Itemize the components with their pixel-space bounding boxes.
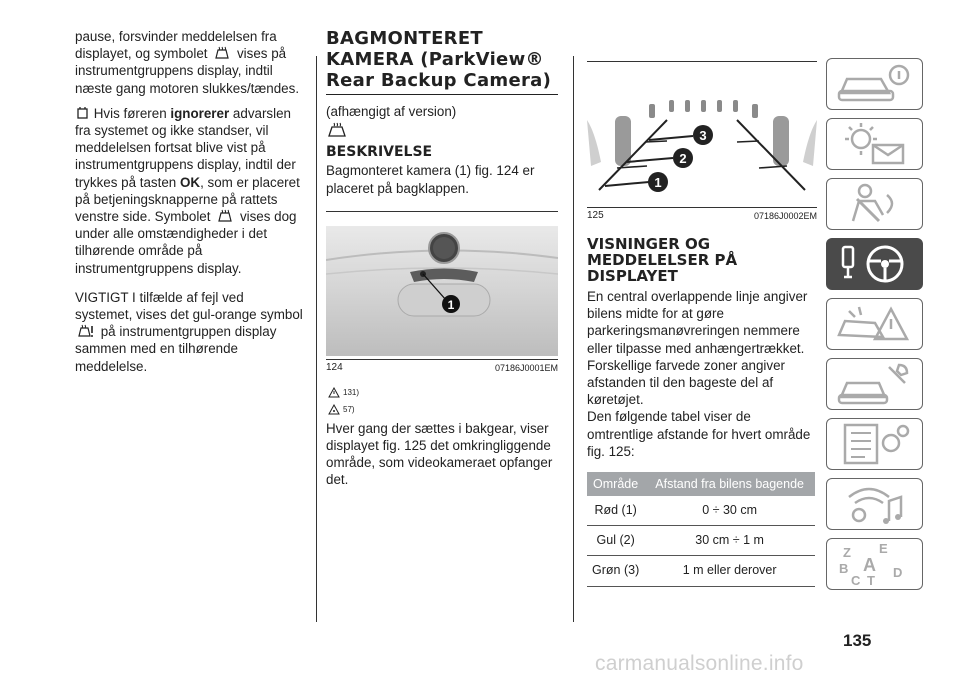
callout-3: 3: [699, 128, 707, 143]
paragraph-important-fault: VIGTIGT I tilfælde af fejl ved systemet, vises det gul-orange symbol på instrumentgruppen display sammen med en tilhørende meddelelse.: [75, 289, 303, 374]
description-text: Bagmonteret kamera (1) fig. 124 er placeret på bagklappen.: [326, 163, 535, 196]
table-row: Rød (1) 0 ÷ 30 cm: [587, 496, 815, 526]
caution-triangle-icon: [328, 404, 340, 415]
table-header-area: Område: [587, 472, 644, 496]
svg-text:B: B: [839, 561, 849, 576]
column-divider: [316, 56, 317, 622]
figure-124-caption: 124 07186J0001EM: [326, 361, 558, 373]
tab-safety[interactable]: [826, 178, 923, 230]
rear-camera-symbol-icon: [216, 209, 234, 223]
tab-warning-lights[interactable]: [826, 118, 923, 170]
car-info-icon: [835, 61, 915, 107]
svg-text:D: D: [893, 565, 903, 580]
warning-lights-icon: [835, 121, 915, 167]
svg-text:A: A: [863, 555, 876, 575]
tailgate-camera-image: [326, 212, 558, 359]
tab-maintenance[interactable]: [826, 358, 923, 410]
warning-triangle-icon: [328, 387, 340, 398]
callout-1: 1: [447, 297, 455, 312]
page-number: 135: [843, 631, 872, 650]
safety-icon: [835, 181, 915, 227]
tab-car-info[interactable]: [826, 58, 923, 110]
watermark: carmanualsonline.info: [595, 652, 804, 675]
figure-125: [587, 61, 817, 208]
tab-multimedia[interactable]: [826, 478, 923, 530]
tab-technical-data[interactable]: [826, 418, 923, 470]
figure-125-caption: 125 07186J0002EM: [587, 210, 817, 221]
svg-text:E: E: [879, 541, 888, 556]
column-1: [75, 28, 303, 383]
tab-emergency[interactable]: [826, 298, 923, 350]
callout-1: 1: [654, 175, 662, 190]
figure-124: [326, 211, 558, 360]
chapter-tabs: [826, 58, 924, 598]
emergency-icon: [835, 301, 915, 347]
rear-camera-symbol-icon: [213, 46, 231, 60]
paragraph-symbol-display: pause, forsvinder meddelelsen fra displayet, og symbolet vises på instrumentgruppens display, indtil næste gang motoren slukkes/tændes.: [75, 29, 300, 96]
table-intro: Den følgende tabel viser de omtrentlige afstande for hvert område fig. 125:: [587, 409, 811, 459]
overlay-paragraph: En central overlappende linje angiver bilens midte for at gøre parkeringsmanøvreringen nemmere eller tilpasse med anhængertrækket. Forskellige farvede zoner angiver afstanden til den bageste del af køretøjet.: [587, 289, 808, 408]
warning-ref-131[interactable]: 131): [328, 386, 558, 399]
driver-ignore-icon: [77, 106, 88, 120]
callout-2: 2: [679, 151, 687, 166]
version-note: (afhængigt af version): [326, 104, 457, 119]
column-divider: [573, 56, 574, 622]
camera-guidelines-image: [587, 62, 817, 207]
driving-icon: [835, 241, 915, 287]
multimedia-icon: [835, 481, 915, 527]
table-row: Grøn (3) 1 m eller derover: [587, 556, 815, 586]
index-icon: [835, 541, 915, 587]
technical-data-icon: [835, 421, 915, 467]
section-heading: BAGMONTERET KAMERA (ParkView® Rear Backup Camera): [326, 28, 558, 95]
distance-table: [587, 472, 815, 587]
section-heading-display: VISNINGER OG MEDDELELSER PÅ DISPLAYET: [587, 235, 738, 285]
warning-ref-57[interactable]: 57): [328, 403, 558, 416]
svg-text:T: T: [867, 573, 875, 587]
subheading-description: BESKRIVELSE: [326, 144, 433, 161]
table-header-distance: Afstand fra bilens bagende: [644, 472, 815, 496]
svg-text:Z: Z: [843, 545, 851, 560]
tab-index[interactable]: [826, 538, 923, 590]
column-3: [587, 28, 817, 587]
paragraph-ignore-warning: Hvis føreren ignorerer advarslen fra systemet og ikke standser, vil meddelelsen fortsat blive vist på instrumentgruppens display, indtil der trykkes på tasten OK, som er placeret på betjeningsknapperne på rattets venstre side. Symbolet vises dog under alle omstændigheder i det tilhørende område på instrumentgruppens display.: [75, 105, 300, 276]
tab-driving[interactable]: [826, 238, 923, 290]
camera-fault-symbol-icon: [77, 324, 95, 338]
maintenance-icon: [835, 361, 915, 407]
display-paragraph: Hver gang der sættes i bakgear, viser displayet fig. 125 det omkringliggende område, som videokameraet opfanger det.: [326, 420, 553, 488]
table-row: Gul (2) 30 cm ÷ 1 m: [587, 526, 815, 556]
table-header-row: [587, 472, 815, 496]
rear-camera-symbol-icon: [326, 122, 348, 138]
warning-references: [326, 386, 558, 416]
column-2: [326, 28, 558, 497]
svg-text:C: C: [851, 573, 861, 587]
